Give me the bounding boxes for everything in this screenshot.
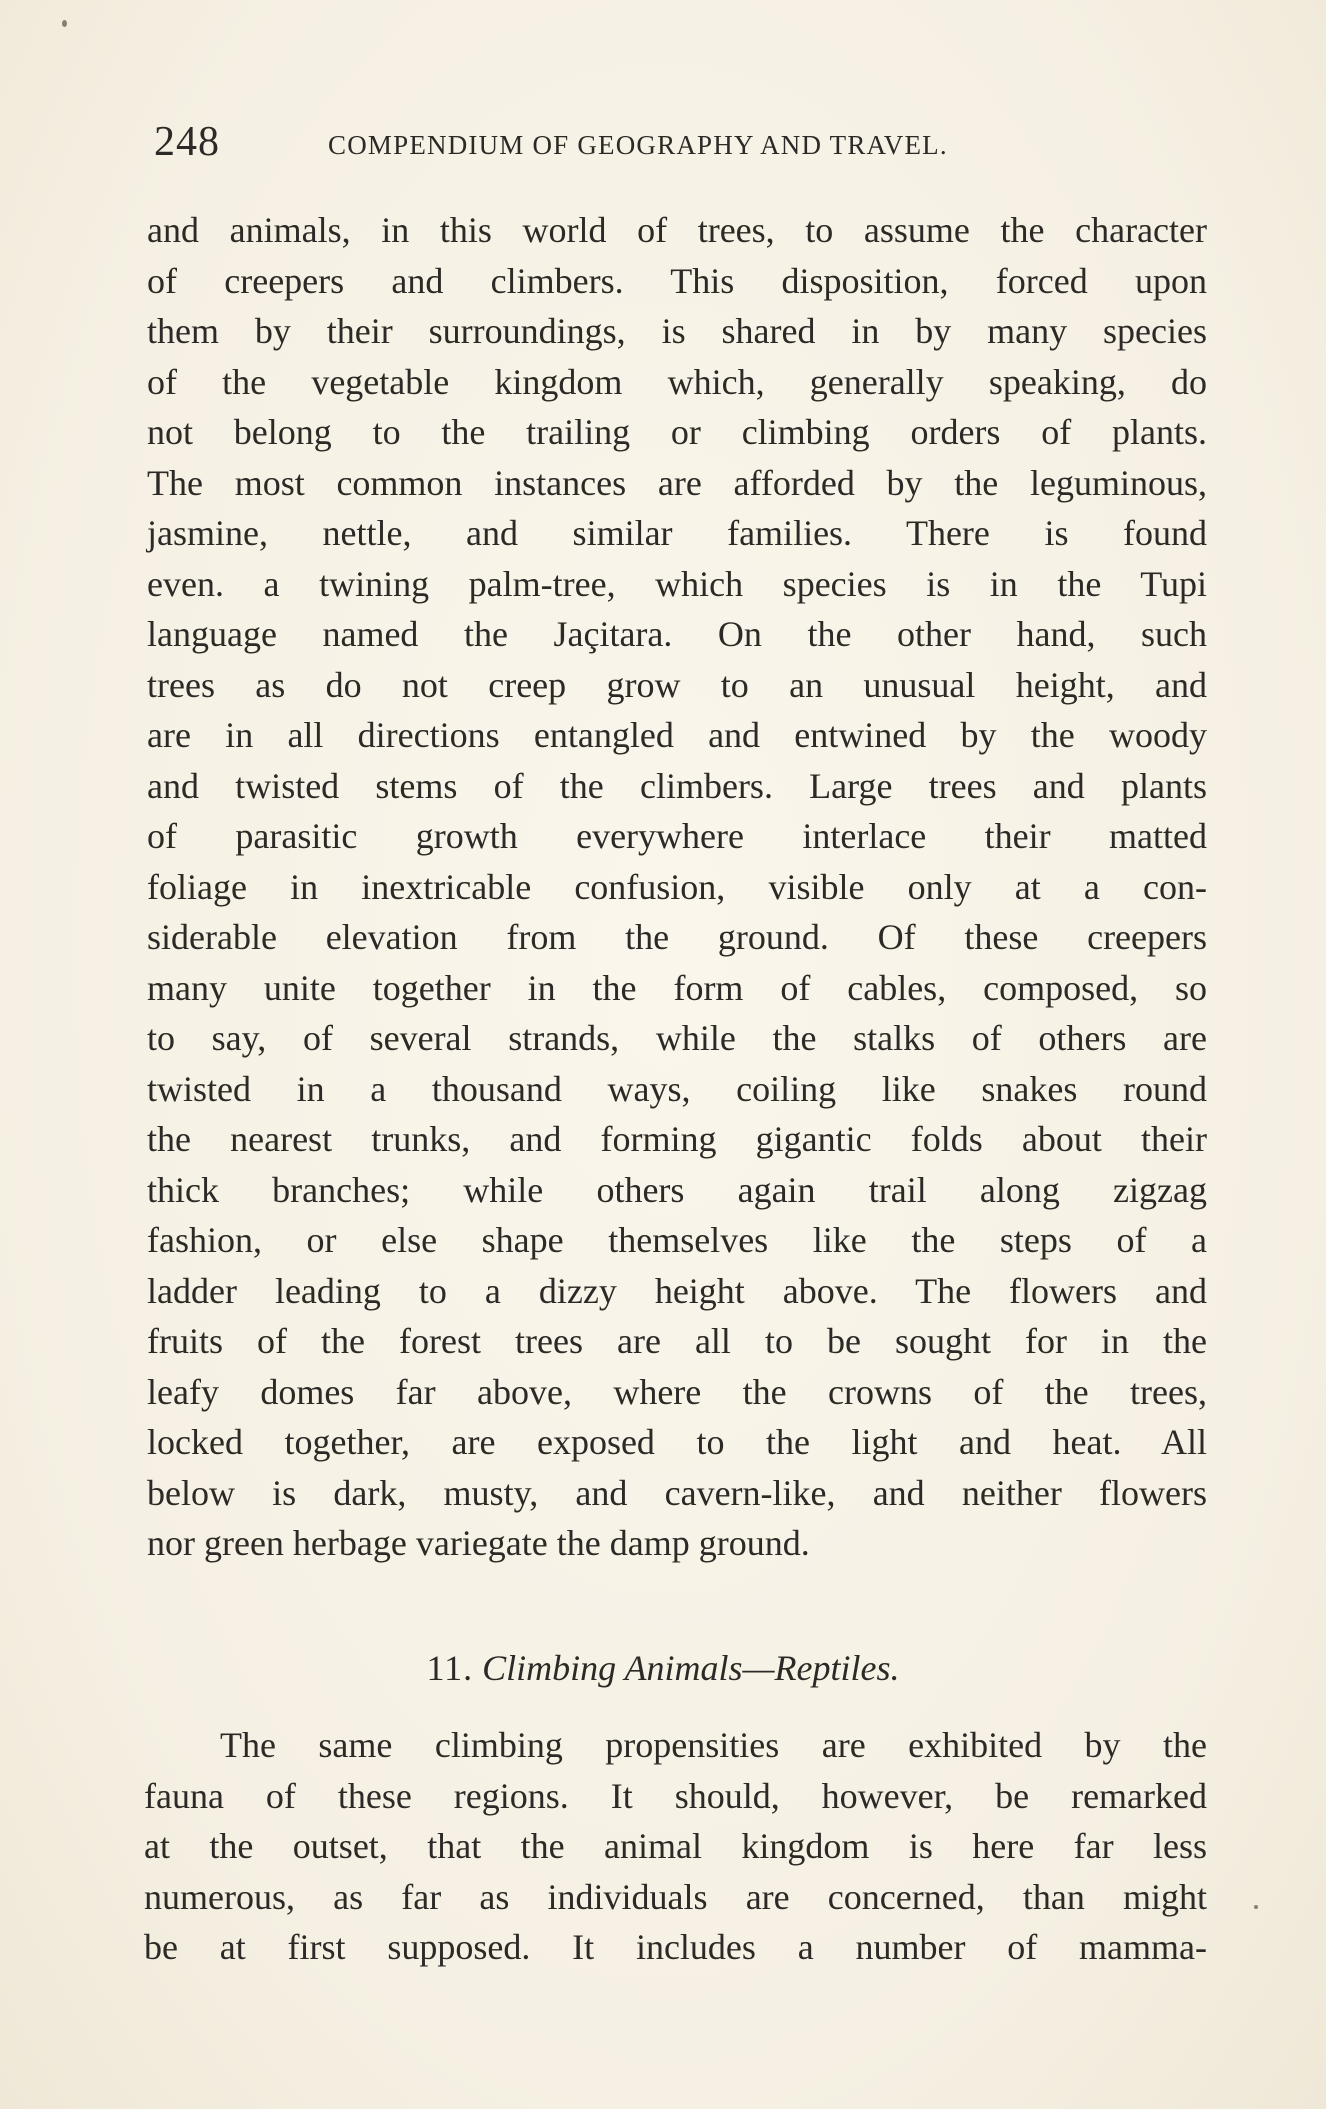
paragraph-1 bbox=[147, 205, 1207, 1569]
text-line: be at first supposed. It includes a number of mamma- bbox=[144, 1927, 1207, 1967]
text-line: trees as do not creep grow to an unusual height, and bbox=[147, 664, 1207, 705]
paragraph-2 bbox=[144, 1720, 1207, 1973]
text-line: and animals, in this world of trees, to assume the character bbox=[147, 210, 1207, 250]
text-line: language named the Jaçitara. On the other hand, such bbox=[147, 614, 1207, 654]
text-line: twisted in a thousand ways, coiling like snakes round bbox=[147, 1068, 1207, 1109]
text-line: foliage in inextricable confusion, visible only at a con- bbox=[147, 866, 1207, 907]
text-line: many unite together in the form of cables, composed, so bbox=[147, 967, 1207, 1008]
text-line: The same climbing propensities are exhibited by the bbox=[220, 1725, 1207, 1765]
text-line: fauna of these regions. It should, however, be remarked bbox=[144, 1775, 1207, 1816]
text-line: fashion, or else shape themselves like the steps of a bbox=[147, 1220, 1207, 1260]
text-line: to say, of several strands, while the stalks of others are bbox=[147, 1018, 1207, 1058]
text-line: The most common instances are afforded by the leguminous, bbox=[147, 462, 1207, 503]
text-line: siderable elevation from the ground. Of these creepers bbox=[147, 917, 1207, 957]
text-line: of creepers and climbers. This disposition, forced upon bbox=[147, 260, 1207, 301]
text-line: them by their surroundings, is shared in by many species bbox=[147, 311, 1207, 351]
text-line: ladder leading to a dizzy height above. The flowers and bbox=[147, 1270, 1207, 1311]
paper-speck bbox=[62, 20, 67, 27]
text-line: are in all directions entangled and entwined by the woody bbox=[147, 715, 1207, 755]
text-line: even. a twining palm-tree, which species is in the Tupi bbox=[147, 563, 1207, 604]
section-heading bbox=[0, 1643, 1326, 1693]
text-line: nor green herbage variegate the damp ground. bbox=[147, 1523, 810, 1563]
text-line: thick branches; while others again trail along zigzag bbox=[147, 1169, 1207, 1210]
page-header bbox=[152, 118, 1212, 178]
section-number: 11. bbox=[426, 1648, 474, 1688]
text-line: numerous, as far as individuals are concerned, than might bbox=[144, 1876, 1207, 1917]
text-line: not belong to the trailing or climbing orders of plants. bbox=[147, 412, 1207, 452]
page-number: 248 bbox=[154, 119, 220, 165]
text-line: fruits of the forest trees are all to be sought for in the bbox=[147, 1321, 1207, 1361]
text-line: and twisted stems of the climbers. Large trees and plants bbox=[147, 765, 1207, 806]
text-line: at the outset, that the animal kingdom is here far less bbox=[144, 1826, 1207, 1866]
text-line: locked together, are exposed to the light and heat. All bbox=[147, 1422, 1207, 1462]
text-line: below is dark, musty, and cavern-like, and neither flowers bbox=[147, 1472, 1207, 1513]
running-head: COMPENDIUM OF GEOGRAPHY AND TRAVEL. bbox=[328, 130, 948, 160]
text-line: of parasitic growth everywhere interlace their matted bbox=[147, 816, 1207, 856]
text-line: jasmine, nettle, and similar families. There is found bbox=[147, 513, 1207, 553]
text-line: of the vegetable kingdom which, generally speaking, do bbox=[147, 361, 1207, 402]
section-title: Climbing Animals—Reptiles. bbox=[482, 1648, 900, 1688]
text-line: the nearest trunks, and forming gigantic folds about their bbox=[147, 1119, 1207, 1159]
text-line: leafy domes far above, where the crowns of the trees, bbox=[147, 1371, 1207, 1412]
paper-speck bbox=[1254, 1905, 1258, 1909]
